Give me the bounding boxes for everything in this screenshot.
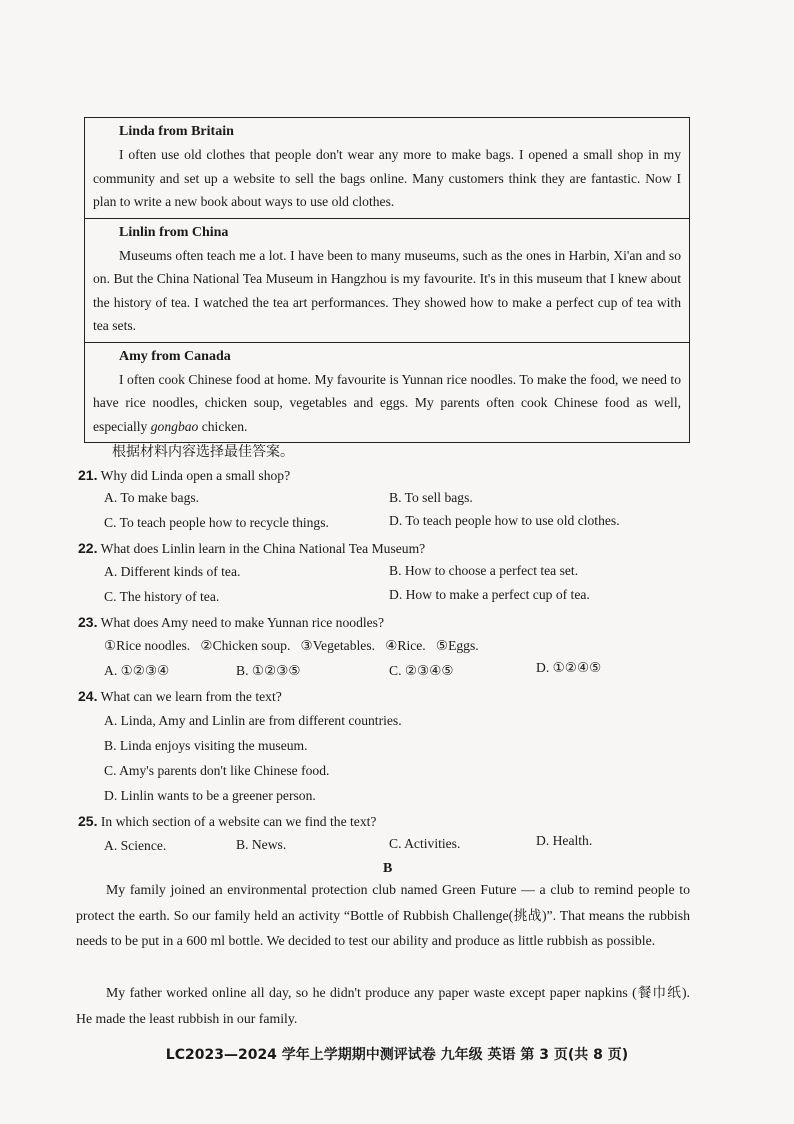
passage-linda <box>85 118 689 219</box>
question-number: 22. <box>78 540 98 556</box>
passage-body <box>93 368 681 439</box>
passage-title: Linlin from China <box>119 224 229 240</box>
option[interactable]: B. Linda enjoys visiting the museum. <box>104 738 308 753</box>
question-22 <box>78 538 425 559</box>
option[interactable]: B. News. <box>236 837 287 852</box>
passage-body: Museums often teach me a lot. I have been to many museums, such as the ones in Harbin, Xi'an and so on. But the China National Tea Museum in Hangzhou is my favourite. It's in this museum that I knew about the history of tea. I watched the tea art performances. They showed how to make a perfect cup of tea with tea sets. <box>93 247 681 333</box>
question-24 <box>78 686 282 707</box>
option[interactable]: C. Activities. <box>389 836 461 851</box>
option[interactable]: A. Science. <box>104 838 167 853</box>
question-number: 24. <box>78 688 98 704</box>
passage-table <box>84 117 690 443</box>
passage-title: Linda from Britain <box>119 124 234 139</box>
page-footer: LC2023—2024 学年上学期期中测评试卷 九年级 英语 第 3 页(共 8 页) <box>165 1047 629 1063</box>
option[interactable]: D. How to make a perfect cup of tea. <box>389 587 590 602</box>
section-heading: B <box>383 861 393 876</box>
option[interactable]: C. Amy's parents don't like Chinese food. <box>104 763 330 778</box>
paragraph: My family joined an environmental protection club named Green Future — a club to remind people to protect the earth. So our family held an activity “Bottle of Rubbish Challenge(挑战)”. That means the rubbish needs to be put in a 600 ml bottle. We decided to test our ability and produce as little rubbish as possible. <box>76 882 690 948</box>
instruction: 根据材料内容选择最佳答案。 <box>112 444 294 460</box>
passage-linlin <box>85 219 689 343</box>
option[interactable]: C. The history of tea. <box>104 589 220 604</box>
option[interactable]: D. To teach people how to use old clothes. <box>389 513 620 528</box>
question-text: What does Amy need to make Yunnan rice noodles? <box>100 615 384 630</box>
option[interactable]: A. Different kinds of tea. <box>104 564 241 579</box>
paragraph: My father worked online all day, so he didn't produce any paper waste except paper napkins (餐巾纸). He made the least rubbish in our family. <box>76 985 690 1026</box>
option[interactable]: D. ①②④⑤ <box>536 660 602 675</box>
option[interactable]: B. How to choose a perfect tea set. <box>389 563 579 578</box>
question-number: 25. <box>78 813 98 829</box>
option[interactable]: D. Health. <box>536 833 593 848</box>
passage-amy <box>85 343 689 443</box>
passage-italic: gongbao <box>150 418 199 434</box>
question-number: 23. <box>78 614 98 630</box>
option[interactable]: D. Linlin wants to be a greener person. <box>104 788 316 803</box>
question-text: Why did Linda open a small shop? <box>100 468 291 483</box>
option[interactable]: B. ①②③⑤ <box>236 663 301 678</box>
passage-text: I often cook Chinese food at home. My favourite is Yunnan rice noodles. To make the food, we need to have rice noodles, chicken soup, vegetables and eggs. My parents often cook Chinese food as well, especially <box>93 371 681 434</box>
option[interactable]: C. To teach people how to recycle things. <box>104 515 329 530</box>
question-text: What does Linlin learn in the China National Tea Museum? <box>100 541 426 556</box>
question-23 <box>78 612 384 633</box>
option[interactable]: A. To make bags. <box>104 490 200 505</box>
passage-body: I often use old clothes that people don't wear any more to make bags. I opened a small shop in my community and set up a website to sell the bags online. Many customers think they are fantastic. Now I plan to write a new book about ways to use old clothes. <box>93 147 681 209</box>
question-number: 21. <box>78 467 98 483</box>
option[interactable]: A. Linda, Amy and Linlin are from different countries. <box>104 713 402 728</box>
question-text: What can we learn from the text? <box>100 689 282 704</box>
question-25 <box>78 811 376 832</box>
question-text: In which section of a website can we find the text? <box>100 814 377 829</box>
question-21 <box>78 465 290 486</box>
option[interactable]: A. ①②③④ <box>104 663 170 678</box>
question-items: ①Rice noodles. ②Chicken soup. ③Vegetables. ④Rice. ⑤Eggs. <box>104 638 479 653</box>
passage-title: Amy from Canada <box>119 348 231 364</box>
option[interactable]: C. ②③④⑤ <box>389 663 454 678</box>
option[interactable]: B. To sell bags. <box>389 490 473 505</box>
passage-text: chicken. <box>198 418 248 434</box>
